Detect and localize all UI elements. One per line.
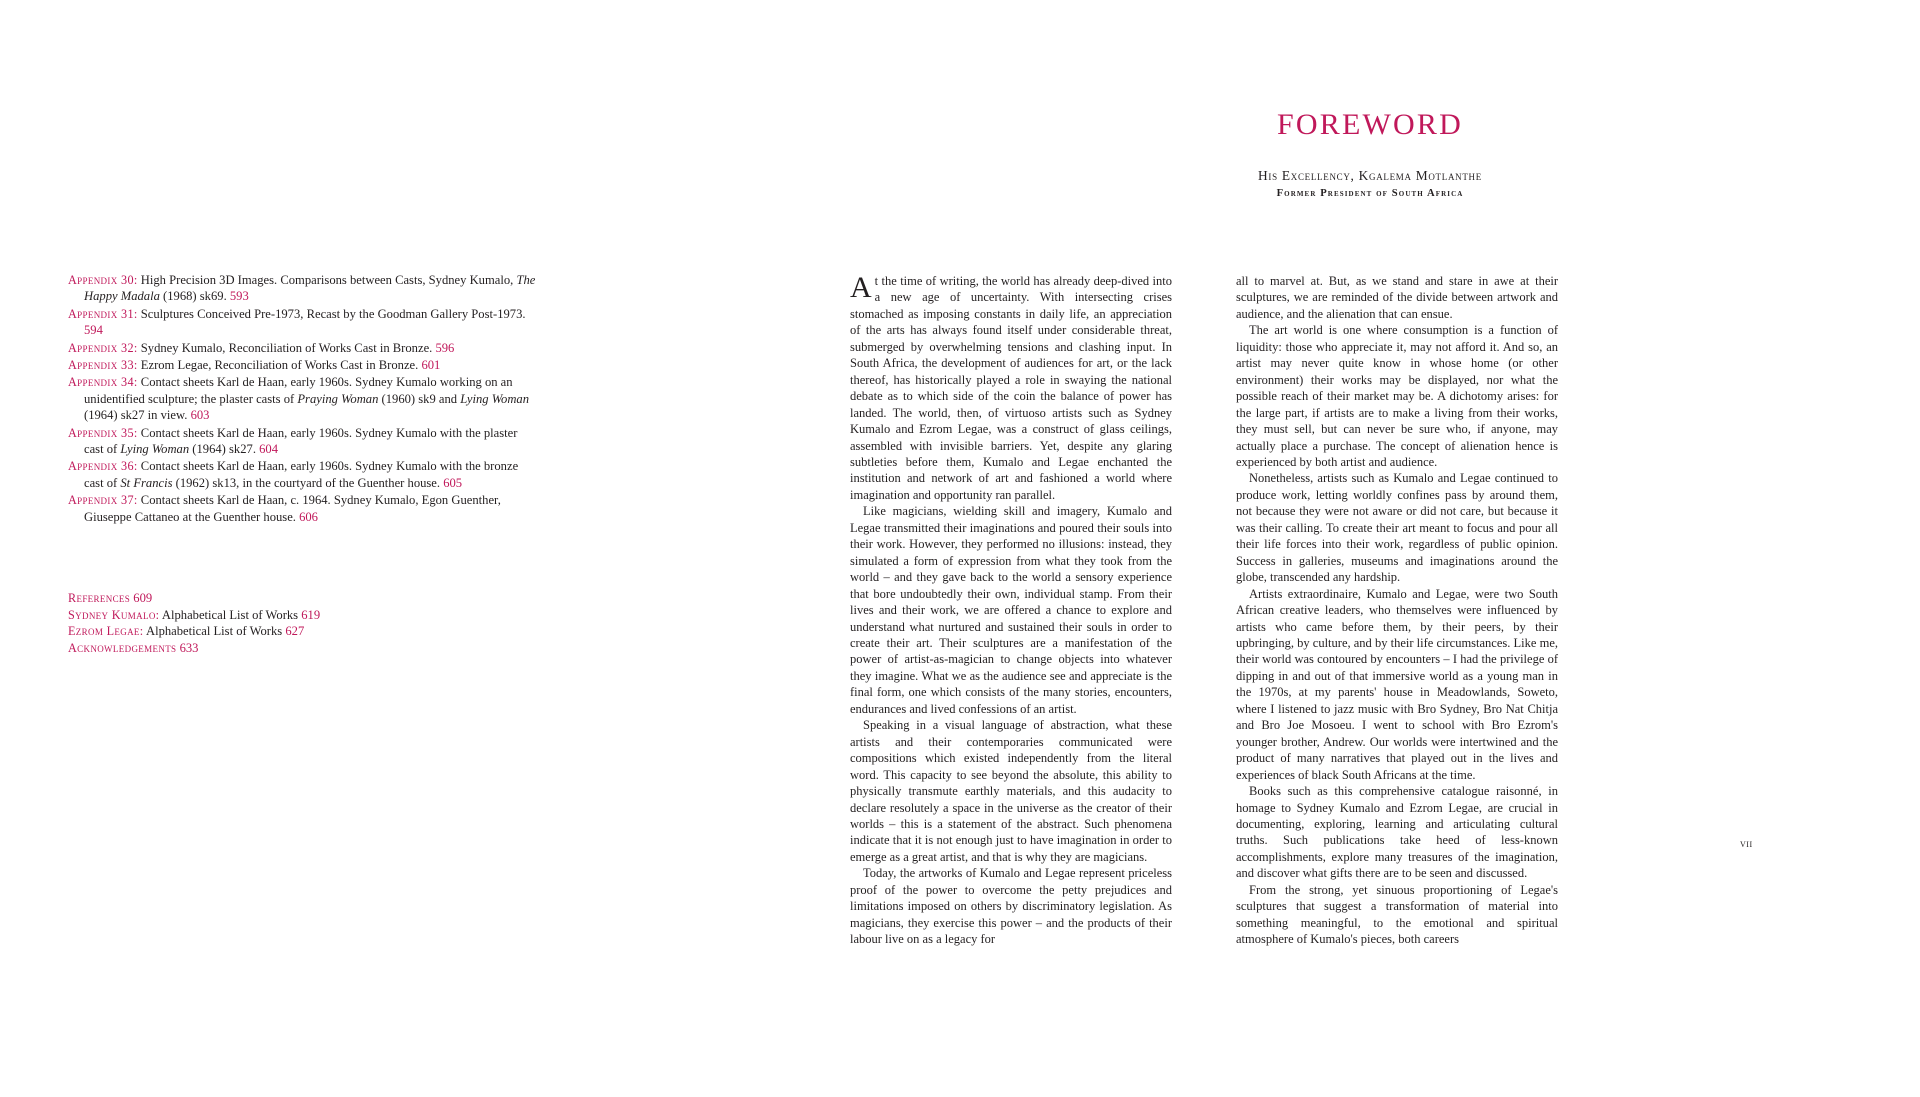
backmatter-lead: Acknowledgements xyxy=(68,640,177,655)
backmatter-lead: Sydney Kumalo: xyxy=(68,607,160,622)
list-item xyxy=(68,640,538,657)
page-number: vii xyxy=(1740,838,1753,850)
author-byline: His Excellency, Kgalema Motlanthe xyxy=(1258,168,1482,183)
entry-text-after-2: (1964) sk27 in view. xyxy=(84,408,191,423)
entry-text: Contact sheets Karl de Haan, c. 1964. Sydney Kumalo, Egon Guenther, Giuseppe Cattaneo at the Guenther house. xyxy=(84,493,501,524)
entry-italic: Praying Woman xyxy=(297,391,379,406)
backmatter-page: 633 xyxy=(179,640,199,655)
author-role: Former President of South Africa xyxy=(1276,188,1464,199)
list-item xyxy=(68,623,538,640)
entry-lead: Appendix 34: xyxy=(68,375,138,390)
backmatter-page: 609 xyxy=(133,591,153,605)
entry-lead: Appendix 33: xyxy=(68,358,138,373)
backmatter-lead: Ezrom Legae: xyxy=(68,624,144,639)
backmatter-page: 619 xyxy=(301,607,321,622)
entry-text: Ezrom Legae, Reconciliation of Works Cast in Bronze. xyxy=(137,358,422,373)
paragraph: Like magicians, wielding skill and imagery, Kumalo and Legae transmitted their imaginations and poured their souls into their work. However, they performed no illusions: instead, they simulated a form of expression from what they took from the world – and they gave back to the world a sensory experience that bore undoubtedly their own, individual stamp. From their lives and their work, we are offered a chance to explore and understand what nurtured and sustained their souls in order to create their art. Their sculptures are a manifestation of the power of artist-as-magician to change objects into whatever they imagine. What we as the audience see and appreciate is the final form, one which consists of the many stories, encounters, endurances and lived confessions of an artist. xyxy=(850,504,1172,716)
list-item xyxy=(68,492,538,525)
entry-lead: Appendix 36: xyxy=(68,459,138,474)
paragraph: From the strong, yet sinuous proportioning of Legae's sculptures that suggest a transformation of material into something meaningful, to the emotional and spiritual atmosphere of Kumalo's pieces, both careers xyxy=(1236,882,1558,947)
list-item xyxy=(68,590,538,607)
list-item xyxy=(68,458,538,491)
entry-text: Contact sheets Karl de Haan, early 1960s. Sydney Kumalo working on an unidentified sculpture; the plaster casts of xyxy=(84,375,513,406)
entry-text: Sydney Kumalo, Reconciliation of Works Cast in Bronze. xyxy=(137,340,436,355)
entry-italic-2: Lying Woman xyxy=(460,391,530,406)
entry-lead: Appendix 32: xyxy=(68,340,138,355)
paragraph: Nonetheless, artists such as Kumalo and Legae continued to produce work, letting worldly confines pass by around them, not because they were not aware or did not care, but because it was their calling. To create their art meant to focus and pour all their life forces into their work, regardless of public opinion. Success in galleries, museums and imaginations around the globe, transcended any hardship. xyxy=(1236,471,1558,585)
entry-text: Contact sheets Karl de Haan, early 1960s. Sydney Kumalo with the plaster cast of xyxy=(84,425,518,457)
list-item xyxy=(68,425,538,458)
entry-page: 606 xyxy=(299,509,318,524)
backmatter-page: 627 xyxy=(285,624,305,639)
paragraph: Today, the artworks of Kumalo and Legae represent priceless proof of the power to overcome the petty prejudices and limitations imposed on others by discriminatory legislation. As magicians, they exercise this power – and the products of their labour live on as a legacy for xyxy=(850,866,1172,947)
column-two xyxy=(1236,273,1558,948)
paragraph: The art world is one where consumption is a function of liquidity: those who appreciate it, may not afford it. And so, an artist may never quite know in whose home (or other environment) their works may be displayed, nor what the possible reach of their market may be. A dichotomy arises: for the large part, if artists are to make a living from their works, they must sell, but can never be sure who, if anyone, may actually place a purchase. The concept of alienation hence is experienced by both artist and audience. xyxy=(1236,323,1558,469)
entry-text-after: (1968) sk69. xyxy=(159,289,230,304)
drop-cap: A xyxy=(850,271,872,304)
entry-text: High Precision 3D Images. Comparisons between Casts, Sydney Kumalo, xyxy=(137,273,517,287)
entry-italic: St Francis xyxy=(120,475,173,490)
entry-lead: Appendix 37: xyxy=(68,493,138,508)
list-item xyxy=(68,357,538,373)
backmatter-list xyxy=(68,590,538,656)
entry-page: 603 xyxy=(190,408,210,423)
paragraph xyxy=(850,273,1172,503)
paragraph-text: t the time of writing, the world has already deep-dived into a new age of uncertainty. With intersecting crises stomached as imposing constants in daily life, an appreciation of the arts has always found itself under considerable threat, submerged by overwhelming tensions and clashing input. In South Africa, the development of audiences for art, or the lack thereof, has historically played a role in swaying the national debate as to which side of the coin the balance of power has landed. The world, then, of virtuoso artists such as Sydney Kumalo and Ezrom Legae, was a construct of glass ceilings, assembled with invisible barriers. Yet, despite any glaring subtleties before them, Kumalo and Legae enchanted the institution and network of art and fashioned a world where imagination and opportunity ran parallel. xyxy=(850,274,1172,502)
list-item xyxy=(68,340,538,356)
entry-italic: Lying Woman xyxy=(120,442,190,457)
entry-page: 605 xyxy=(443,475,463,490)
entry-page: 604 xyxy=(259,442,279,457)
backmatter-text: Alphabetical List of Works xyxy=(159,607,302,622)
entry-page: 594 xyxy=(84,323,103,338)
entry-page: 596 xyxy=(435,340,455,355)
column-one xyxy=(850,273,1172,948)
entry-page: 601 xyxy=(421,358,441,373)
paragraph: Speaking in a visual language of abstraction, what these artists and their contemporaries communicated were compositions which existed independently from the literal word. This capacity to see beyond the absolute, this ability to physically transmute earthly materials, and this audacity to declare resolutely a space in the universe as the creator of their worlds – this is a statement of the abstract. Such phenomena indicate that it is not enough just to have imagination in order to emerge as a great artist, and that is why they are magicians. xyxy=(850,718,1172,864)
entry-italic: The Happy Madala xyxy=(84,273,536,304)
list-item xyxy=(68,272,538,305)
list-item xyxy=(68,374,538,423)
entry-lead: Appendix 35: xyxy=(68,425,138,440)
entry-text: Contact sheets Karl de Haan, early 1960s. Sydney Kumalo with the bronze cast of xyxy=(84,459,519,490)
paragraph: Books such as this comprehensive catalogue raisonné, in homage to Sydney Kumalo and Ezrom Legae, are crucial in documenting, exploring, learning and articulating cultural truths. Such publications take heed of less-known accomplishments, explore many treasures of the imagination, and discover what gifts there are to be seen and discussed. xyxy=(1236,784,1558,881)
entry-text-after: (1960) sk9 and xyxy=(378,391,461,406)
entry-lead: Appendix 31: xyxy=(68,306,138,321)
entry-text-after: (1962) sk13, in the courtyard of the Guenther house. xyxy=(172,475,444,490)
entry-text-after: (1964) sk27. xyxy=(189,442,260,457)
page-title: FOREWORD xyxy=(1277,108,1463,141)
list-item xyxy=(68,607,538,624)
paragraph: all to marvel at. But, as we stand and stare in awe at their sculptures, we are reminded of the divide between artwork and audience, and the alienation that can ensue. xyxy=(1236,274,1558,321)
entry-text: Sculptures Conceived Pre-1973, Recast by the Goodman Gallery Post-1973. xyxy=(137,306,526,321)
appendix-list xyxy=(68,272,538,526)
entry-lead: Appendix 30: xyxy=(68,273,138,287)
backmatter-lead: References xyxy=(68,591,131,605)
paragraph: Artists extraordinaire, Kumalo and Legae, were two South African creative leaders, who themselves were influenced by artists who came before them, by their peers, by their upbringing, by culture, and by their life circumstances. Like me, their world was contoured by encounters – I had the privilege of dipping in and out of that immersive world as a young man in the 1970s, at my parents' house in Meadowlands, Soweto, where I listened to jazz music with Bro Sydney, Bro Nat Chitja and Bro Joe Mosoeu. I went to school with Bro Ezrom's younger brother, Andrew. Our worlds were intertwined and the product of many narratives that played out in the lives and experiences of black South Africans at the time. xyxy=(1236,586,1558,782)
entry-page: 593 xyxy=(229,289,249,304)
backmatter-text: Alphabetical List of Works xyxy=(143,624,286,639)
list-item xyxy=(68,306,538,339)
